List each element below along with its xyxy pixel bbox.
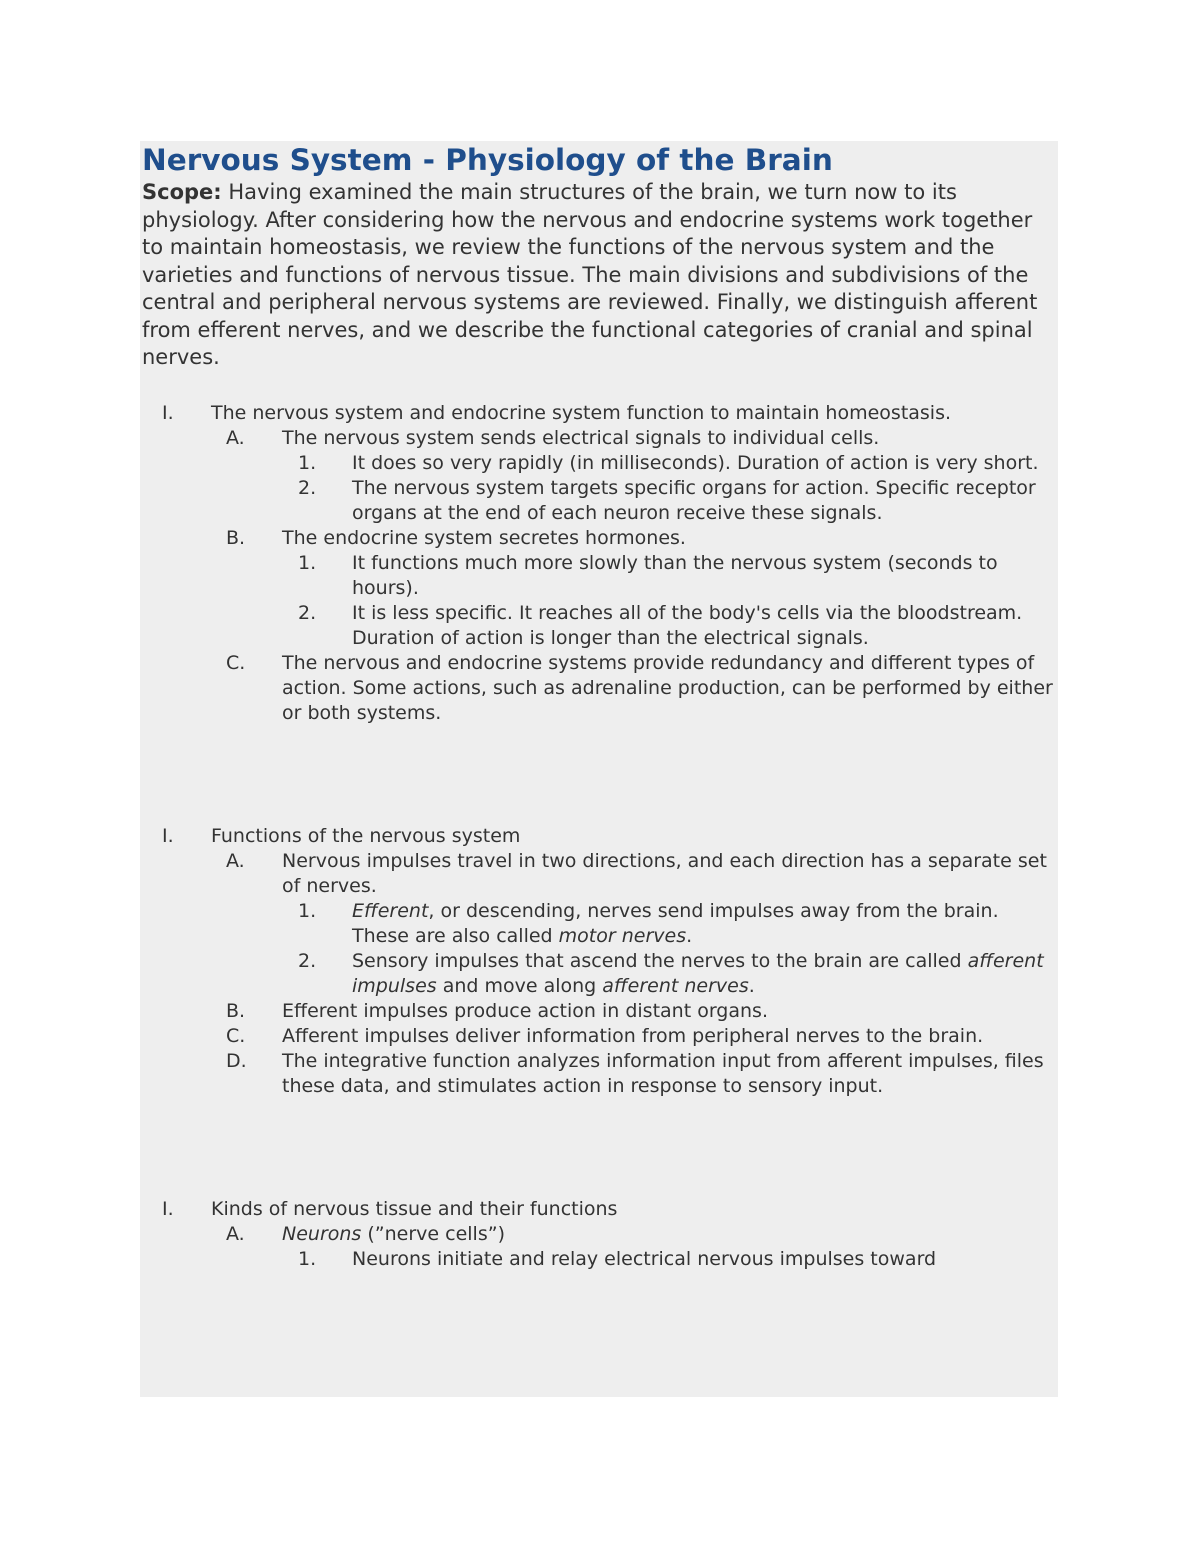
list-item [140, 476, 1058, 526]
scope-label: Scope: [142, 180, 222, 204]
list-marker: 2. [298, 476, 317, 499]
list-marker: 1. [298, 1247, 317, 1270]
list-item-text: The nervous and endocrine systems provide redundancy and different types of action. Some actions, such as adrenaline production, can be performed by either or both systems. [282, 651, 1053, 724]
list-item [140, 451, 1058, 476]
list-item-text: Neurons initiate and relay electrical nervous impulses toward [352, 1247, 937, 1270]
list-marker: B. [226, 999, 246, 1022]
list-item-text: (”nerve cells”) [361, 1222, 505, 1245]
list-marker: 1. [298, 451, 317, 474]
list-marker: D. [226, 1049, 247, 1072]
list-item-text: Efferent impulses produce action in distant organs. [282, 999, 768, 1022]
list-marker: I. [162, 401, 174, 424]
italic-term: afferent nerves [602, 974, 749, 997]
list-item-text: Kinds of nervous tissue and their functions [211, 1197, 618, 1220]
outline-section-homeostasis [140, 401, 1058, 726]
list-item [140, 899, 1058, 949]
list-marker: C. [226, 651, 246, 674]
list-marker: I. [162, 1197, 174, 1220]
list-item-text: It functions much more slowly than the nervous system (seconds to hours). [352, 551, 998, 599]
list-item [140, 824, 1058, 849]
list-marker: 2. [298, 601, 317, 624]
outline-section-functions [140, 824, 1058, 1099]
list-marker: A. [226, 426, 245, 449]
list-item-text: . [748, 974, 755, 997]
list-item [140, 1024, 1058, 1049]
list-marker: A. [226, 1222, 245, 1245]
list-item-text: The nervous system sends electrical signals to individual cells. [282, 426, 880, 449]
list-marker: I. [162, 824, 174, 847]
list-item-text: . [686, 924, 693, 947]
italic-term: motor nerves [558, 924, 687, 947]
list-item-text: Sensory impulses that ascend the nerves to the brain are called [352, 949, 968, 972]
list-item-text: The integrative function analyzes information input from afferent impulses, files these data, and stimulates action in response to sensory input. [282, 1049, 1044, 1097]
list-item [140, 999, 1058, 1024]
list-item [140, 1247, 1058, 1272]
list-item-text: Afferent impulses deliver information from peripheral nerves to the brain. [282, 1024, 984, 1047]
list-item [140, 426, 1058, 451]
list-item [140, 949, 1058, 999]
list-item [140, 1222, 1058, 1247]
list-item [140, 401, 1058, 426]
list-item-text: It does so very rapidly (in milliseconds). Duration of action is very short. [352, 451, 1039, 474]
list-item [140, 1197, 1058, 1222]
list-item [140, 551, 1058, 601]
scope-paragraph [140, 179, 1058, 372]
list-item [140, 651, 1058, 726]
list-item-text: and move along [436, 974, 603, 997]
list-item-text: The endocrine system secretes hormones. [282, 526, 686, 549]
list-marker: C. [226, 1024, 246, 1047]
page-title: Nervous System - Physiology of the Brain [142, 143, 833, 177]
list-item [140, 849, 1058, 899]
italic-term: afferent impulses [352, 949, 1044, 997]
list-item-text: The nervous system targets specific organs for action. Specific receptor organs at the end of each neuron receive these signals. [352, 476, 1036, 524]
list-item-text: , or descending, nerves send impulses away from the brain. These are also called [352, 899, 999, 947]
list-marker: 2. [298, 949, 317, 972]
italic-term: Neurons [282, 1222, 362, 1245]
italic-term: Efferent [352, 899, 429, 922]
list-marker: B. [226, 526, 246, 549]
list-item-text: The nervous system and endocrine system function to maintain homeostasis. [211, 401, 952, 424]
list-item [140, 1049, 1058, 1099]
list-marker: 1. [298, 899, 317, 922]
list-marker: A. [226, 849, 245, 872]
list-item [140, 526, 1058, 551]
list-item-text: Functions of the nervous system [211, 824, 521, 847]
outline-section-nervous-tissue [140, 1197, 1058, 1272]
list-item [140, 601, 1058, 651]
scope-text: Having examined the main structures of the brain, we turn now to its physiology. After considering how the nervous and endocrine systems work together to maintain homeostasis, we review the functions of the nervous system and the varieties and functions of nervous tissue. The main divisions and subdivisions of the central and peripheral nervous systems are reviewed. Finally, we distinguish afferent from efferent nerves, and we describe the functional categories of cranial and spinal nerves. [142, 180, 1038, 369]
list-item-text: It is less specific. It reaches all of the body's cells via the bloodstream. Duration of action is longer than the electrical signals. [352, 601, 1023, 649]
document-page [140, 141, 1058, 1397]
list-item-text: Nervous impulses travel in two directions, and each direction has a separate set of nerves. [282, 849, 1047, 897]
list-marker: 1. [298, 551, 317, 574]
